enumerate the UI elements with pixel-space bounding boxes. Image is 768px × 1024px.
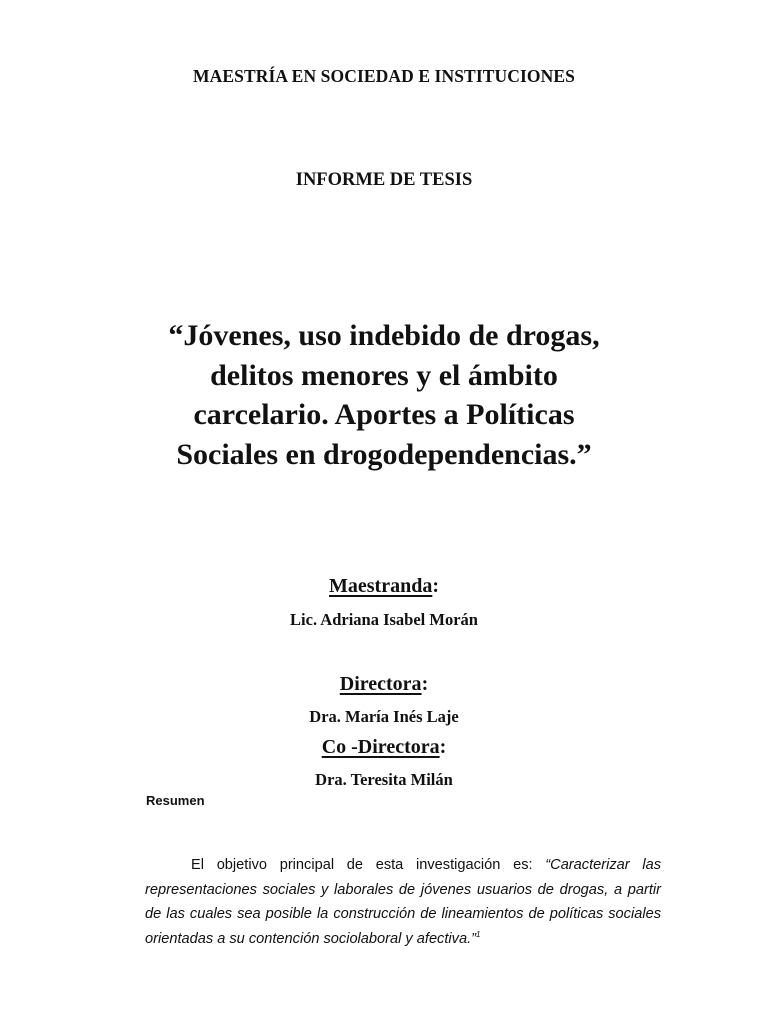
codirectora-name: Dra. Teresita Milán [315,770,453,789]
program-heading: MAESTRÍA EN SOCIEDAD E INSTITUCIONES [193,66,575,86]
abstract-intro: El objetivo principal de esta investigación es: [191,857,546,873]
thesis-title-line: Sociales en drogodependencias.” [176,437,592,471]
thesis-title-line: carcelario. Aportes a Políticas [193,398,575,431]
maestranda-name: Lic. Adriana Isabel Morán [290,610,478,629]
footnote-marker[interactable]: 1 [475,929,481,939]
label-colon: : [421,673,429,695]
maestranda-label-text: Maestranda [329,575,433,597]
directora-label [0,673,768,696]
directora-name: Dra. María Inés Laje [309,707,459,726]
abstract-quote: “Caracterizar las representaciones sociales y laborales de jóvenes usuarios de drogas, a partir de las cuales sea posible la construcción de lineamientos de políticas sociales orientadas a su contención sociolaboral y afectiva.” [145,857,662,947]
directora-label-text: Directora [339,673,422,695]
codirectora-label-text: Co -Directora [321,736,440,758]
abstract-heading: Resumen [146,793,205,808]
thesis-title-line: “Jóvenes, uso indebido de drogas, [168,319,600,352]
codirectora-label [0,736,768,759]
abstract-paragraph [145,853,661,951]
thesis-title-line: delitos menores y el ámbito [210,358,558,392]
maestranda-label [0,575,768,598]
thesis-title [0,316,768,474]
label-colon: : [439,736,447,758]
report-type-heading: INFORME DE TESIS [295,170,473,190]
label-colon: : [432,575,439,597]
